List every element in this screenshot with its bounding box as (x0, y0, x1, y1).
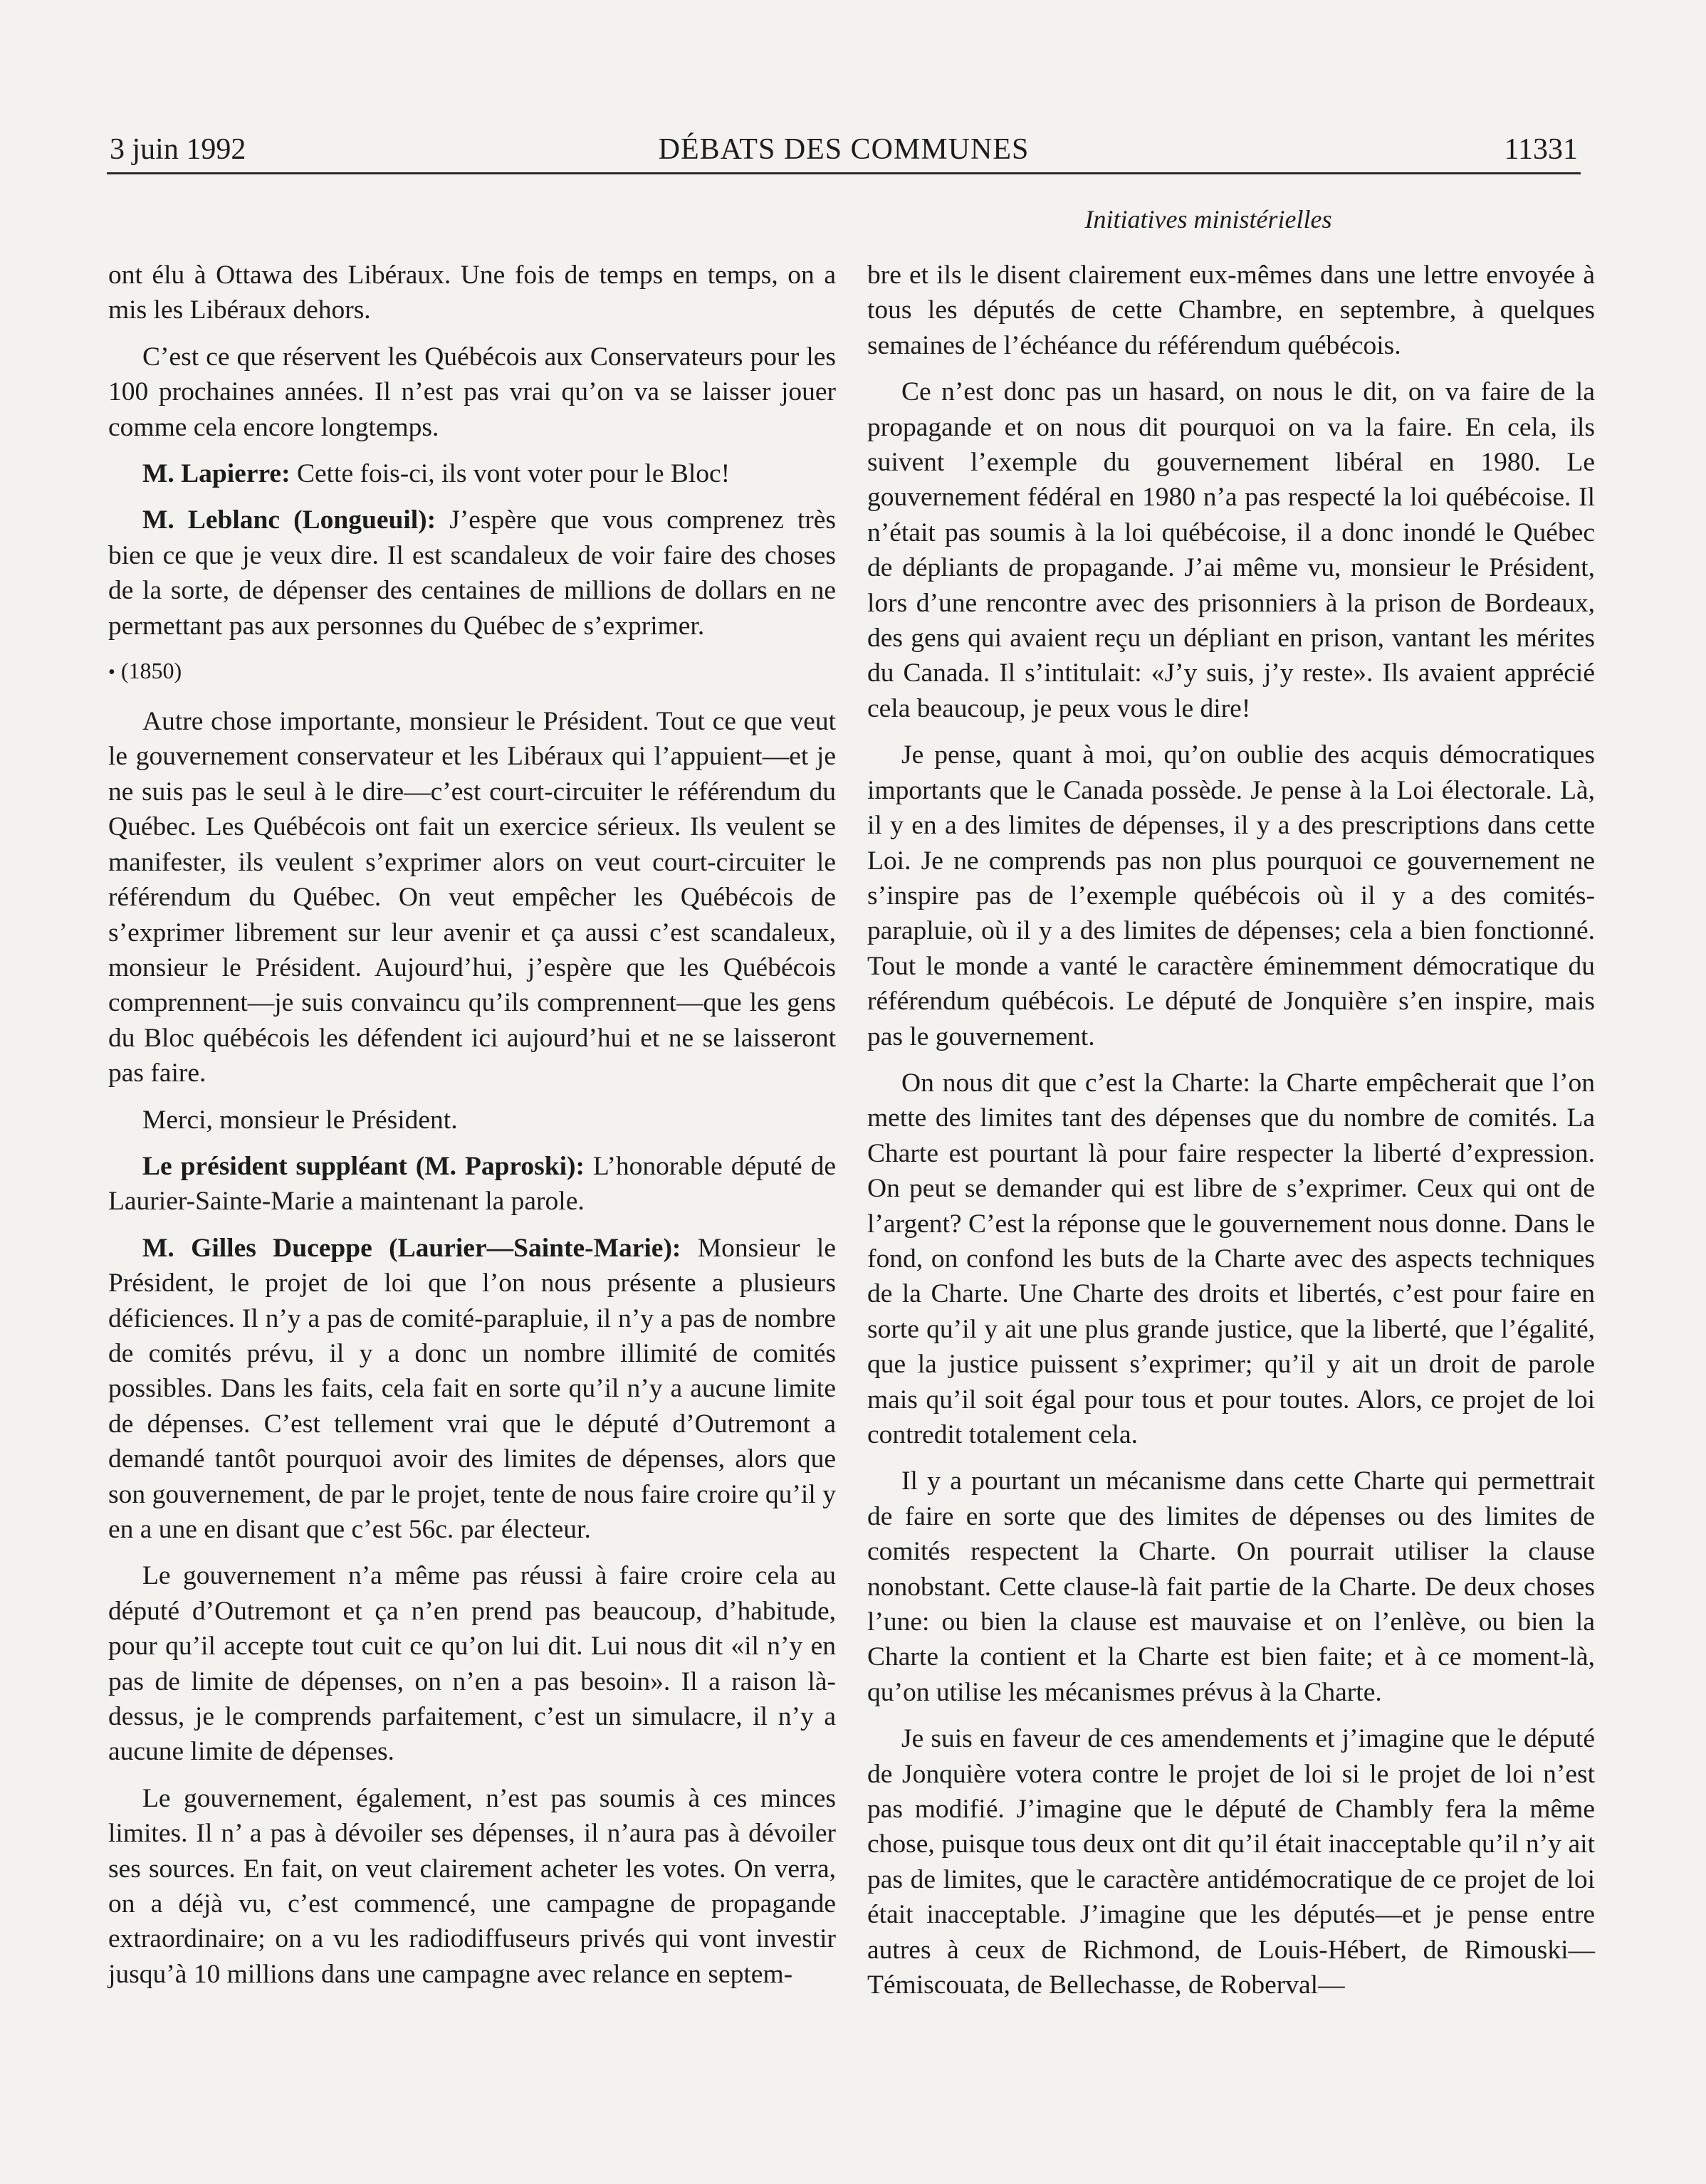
speech-text: Cette fois-ci, ils vont voter pour le Bloc! (290, 459, 731, 489)
header-page-number: 11331 (1504, 133, 1578, 166)
paragraph: Le gouvernement, également, n’est pas soumis à ces minces limites. Il n’ a pas à dévoiler ses dépenses, il n’aura pas à dévoiler ses sources. En fait, on veut clairement acheter les votes. On verra, on a déjà vu, c’est commencé, une campagne de propagande extraordinaire; on a vu les radiodiffuseurs privés qui vont investir jusqu’à 10 millions dans une campagne avec relance en septem- (108, 1783, 836, 1989)
right-column (867, 258, 1595, 2015)
speaker-name: M. Gilles Duceppe (Laurier—Sainte-Marie): (142, 1233, 681, 1263)
paragraph: ont élu à Ottawa des Libéraux. Une fois de temps en temps, on a mis les Libéraux dehors. (108, 261, 836, 325)
speech-text: Monsieur le Président, le projet de loi que l’on nous présente a plusieurs déficiences. Il n’y a pas de comité-parapluie, il n’y a pas de nombre de comités prévu, il y a donc un nombre illimité de comités possibles. Dans les faits, cela fait en sorte qu’il n’y a aucune limite de dépenses. C’est tellement vrai que le député d’Outremont a demandé tantôt pourquoi avoir des limites de dépenses, alors que son gouvernement, de par le projet, tente de nous faire croire qu’il y en a une en disant que c’est 56c. par électeur. (108, 1233, 836, 1544)
paragraph: Ce n’est donc pas un hasard, on nous le dit, on va faire de la propagande et on nous dit pourquoi on va la faire. En cela, ils suivent l’exemple du gouvernement libéral en 1980. Le gouvernement fédéral en 1980 n’a pas respecté la loi québécoise. Il n’était pas soumis à la loi québécoise, il a donc inondé le Québec de dépliants de propagande. J’ai même vu, monsieur le Président, lors d’une rencontre avec des prisonniers à la prison de Bordeaux, des gens qui avaient reçu un dépliant en prison, vantant les mérites du Canada. Il s’intitulait: «J’y suis, j’y reste». Ils avaient apprécié cela beaucoup, je peux vous le dire! (867, 377, 1595, 723)
speech-text: J’espère que vous comprenez très bien ce que je veux dire. Il est scandaleux de voir faire des choses de la sorte, de dépenser des centaines de millions de dollars en ne permettant pas aux personnes du Québec de s’exprimer. (108, 505, 836, 641)
timestamp-text: (1850) (120, 658, 182, 684)
page-header (107, 130, 1581, 174)
paragraph: Il y a pourtant un mécanisme dans cette Charte qui permettrait de faire en sorte que des limites de dépenses ou des limites de comités respectent la Charte. On pourrait utiliser la clause nonobstant. Cette clause-là fait partie de la Charte. De deux choses l’une: ou bien la clause est mauvaise et on l’enlève, ou bien la Charte la contient et la Charte est bien faite; et à ce moment-là, qu’on utilise les mécanismes prévus à la Charte. (867, 1466, 1595, 1707)
paragraph (108, 1149, 836, 1219)
paragraph (108, 503, 836, 644)
header-title: DÉBATS DES COMMUNES (658, 133, 1030, 166)
timestamp (108, 656, 836, 687)
paragraph: bre et ils le disent clairement eux-mêmes dans une lettre envoyée à tous les députés de cette Chambre, en septembre, à quelques semaines de l’échéance du référendum québécois. (867, 261, 1595, 360)
paragraph: Je suis en faveur de ces amendements et j’imagine que le député de Jonquière votera contre le projet de loi si le projet de loi n’est pas modifié. J’imagine que le député de Chambly fera la même chose, puisque tous deux ont dit qu’il était inacceptable qu’il n’y ait pas de limites, que le caractère antidémocratique de ce projet de loi était inacceptable. J’imagine que les députés—et je pense entre autres à ceux de Richmond, de Louis-Hébert, de Rimouski—Témiscouata, de Bellechasse, de Roberval— (867, 1724, 1595, 2000)
speaker-name: M. Lapierre: (142, 459, 291, 489)
paragraph: Autre chose importante, monsieur le Président. Tout ce que veut le gouvernement conservateur et les Libéraux qui l’appuient—et je ne suis pas le seul à le dire—c’est court-circuiter le référendum du Québec. Les Québécois ont fait un exercice sérieux. Ils veulent se manifester, ils veulent s’exprimer alors on veut court-circuiter le référendum du Québec. On veut empêcher les Québécois de s’exprimer librement sur leur avenir et ça aussi c’est scandaleux, monsieur le Président. Aujourd’hui, j’espère que les Québécois comprennent—je suis convaincu qu’ils comprennent—que les gens du Bloc québécois les défendent ici aujourd’hui et ne se laisseront pas faire. (108, 707, 836, 1088)
paragraph (108, 456, 836, 491)
speaker-name: M. Leblanc (Longueuil): (142, 505, 436, 535)
header-date: 3 juin 1992 (110, 133, 246, 166)
paragraph: Merci, monsieur le Président. (142, 1105, 458, 1135)
bullet-icon: • (108, 661, 115, 684)
speaker-name: Le président suppléant (M. Paproski): (142, 1151, 585, 1181)
paragraph (108, 1231, 836, 1548)
speech-text: L’honorable député de Laurier-Sainte-Marie a maintenant la parole. (108, 1151, 836, 1217)
left-column (108, 258, 836, 2003)
section-label: Initiatives ministérielles (1084, 205, 1332, 233)
paragraph: Je pense, quant à moi, qu’on oublie des acquis démocratiques importants que le Canada possède. Je pense à la Loi électorale. Là, il y en a des limites de dépenses, il y a des prescriptions dans cette Loi. Je ne comprends pas non plus pourquoi ce gouvernement ne s’inspire pas de l’exemple québécois où il y a des comités-parapluie, où il y a des limites de dépenses; cela a bien fonctionné. Tout le monde a vanté le caractère éminemment démocratique du référendum québécois. Le député de Jonquière s’en inspire, mais pas le gouvernement. (867, 740, 1595, 1051)
paragraph: On nous dit que c’est la Charte: la Charte empêcherait que l’on mette des limites tant des dépenses que du nombre de comités. La Charte est pourtant là pour faire respecter la liberté d’expression. On peut se demander qui est libre de s’exprimer. Ceux qui ont de l’argent? C’est la réponse que le gouvernement nous donne. Dans le fond, on confond les buts de la Charte avec des aspects techniques de la Charte. Une Charte des droits et libertés, c’est pour faire en sorte qu’il y ait une plus grande justice, que la liberté, que l’égalité, que la justice puissent s’exprimer; qu’il y ait un droit de parole mais qu’il soit égal pour tous et pour toutes. Alors, ce projet de loi contredit totalement cela. (867, 1068, 1595, 1449)
paragraph: C’est ce que réservent les Québécois aux Conservateurs pour les 100 prochaines années. Il n’est pas vrai qu’on va se laisser jouer comme cela encore longtemps. (108, 342, 836, 442)
paragraph: Le gouvernement n’a même pas réussi à faire croire cela au député d’Outremont et ça n’en prend pas beaucoup, d’habitude, pour qu’il accepte tout cuit ce qu’on lui dit. Lui nous dit «il n’y en pas de limite de dépenses, on n’en a pas besoin». Il a raison là-dessus, je le comprends parfaitement, c’est un simulacre, il n’y a aucune limite de dépenses. (108, 1561, 836, 1767)
